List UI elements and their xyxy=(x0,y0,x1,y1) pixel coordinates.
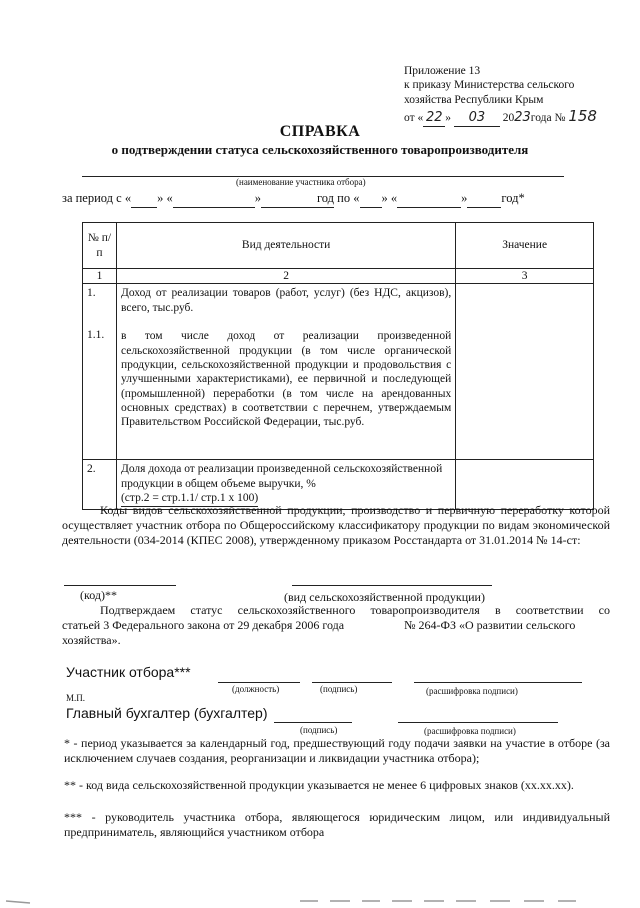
kind-label: (вид сельскохозяйственной продукции) xyxy=(284,590,485,604)
position-line xyxy=(218,682,300,683)
decode-caption: (расшифровка подписи) xyxy=(426,686,518,696)
footnote-2: ** - код вида сельскохозяйственной продукции указывается не менее 6 цифровых знаков (хх.хх.хх). xyxy=(64,778,574,792)
header-activity: Вид деятельности xyxy=(116,223,455,269)
annex-day: 22 xyxy=(423,110,445,127)
sign-line xyxy=(312,682,392,683)
row2-value-cell[interactable] xyxy=(456,460,594,509)
table-row: 1. 1.1. Доход от реализации товаров (работ, услуг) (без НДС, акцизов), всего, тыс.руб. в том числе доход от реализации произведенной сельскохозяйственной продукции (в том числе органической продукции, сельскохозяйственной продукции и продовольствия с улучшенными характеристиками), ее первичной и последующей (промышленной) переработки (в том числе на арендованных основных средствах) в соответствии с перечнем, утверждаемым Правительством Российской Федерации, тыс.руб. xyxy=(83,284,594,460)
sign2-line xyxy=(274,722,352,723)
row11-text: в том числе доход от реализации произведенной сельскохозяйственной продукции (в том числе органической продукции, сельскохозяйственной продукции и продовольствия с улучшенными характеристиками), ее первичной и последующей (промышленной) переработки (в том числе на арендованных основных средствах) в соответствии с перечнем, утверждаемым Правительством Российской Федерации, тыс.руб. xyxy=(120,330,452,429)
row2-formula: (стр.2 = стр.1.1/ стр.1 х 100) xyxy=(121,491,258,506)
table-index-row: 1 2 3 xyxy=(83,269,594,284)
footnote-1: * - период указывается за календарный год, предшествующий году подачи заявки на участие в отборе (за исключением случаев создания, реорганизации и ликвидации участника отбора); xyxy=(64,736,611,765)
table-header-row xyxy=(83,223,594,269)
annex-block xyxy=(404,64,614,127)
header-value: Значение xyxy=(456,223,594,269)
sign2-caption: (подпись) xyxy=(300,725,338,735)
confirm-paragraph: Подтверждаем статус сельскохозяйственного товаропроизводителя в соответствии со статьей 3 Федерального закона от 29 декабря 2006 года № 264-ФЗ «О развитии сельского хозяйства». xyxy=(62,603,610,647)
annex-line2: к приказу Министерства сельского xyxy=(404,79,575,92)
row2-text: Доля дохода от реализации произведенной сельскохозяйственной продукции в общем объеме выручки, % xyxy=(120,463,443,490)
code-line xyxy=(64,585,176,586)
codes-paragraph: Коды видов сельскохозяйственной продукции, производство и первичную переработку которой осуществляет участник отбора по Общероссийскому классификатору продукции по видам экономической деятельности (034-2014 (КПЕС 2008), утвержденному приказом Росстандарта от 31.01.2014 № 14-ст: xyxy=(62,503,610,547)
decode2-line xyxy=(398,722,558,723)
decode-line xyxy=(414,682,582,683)
position-caption: (должность) xyxy=(232,684,280,694)
sign-caption: (подпись) xyxy=(320,684,358,694)
kind-line xyxy=(292,585,492,586)
row1-value-cell[interactable] xyxy=(456,284,594,460)
annex-month: 03 xyxy=(454,110,500,127)
table-row: 2. Доля дохода от реализации произведенной сельскохозяйственной продукции в общем объеме выручки, % (стр.2 = стр.1.1/ стр.1 х 100) xyxy=(83,460,594,509)
seal-label: М.П. xyxy=(66,693,86,703)
doc-subtitle: о подтверждении статуса сельскохозяйственного товаропроизводителя xyxy=(111,142,529,157)
annex-year-suffix: 23 xyxy=(514,110,531,126)
annex-number: 158 xyxy=(568,107,597,126)
scan-edge-marks xyxy=(0,894,640,900)
annex-date-line: от « 22 » 03 2023года № 158 xyxy=(404,107,614,127)
row1-text: Доход от реализации товаров (работ, услуг) (без НДС, акцизов), всего, тыс.руб. xyxy=(120,287,452,314)
header-num: № п/п xyxy=(83,223,117,269)
code-label: (код)** xyxy=(80,588,117,602)
participant-caption: (наименование участника отбора) xyxy=(236,177,366,187)
annex-line3: хозяйства Республики Крым xyxy=(404,93,544,106)
period-line: за период с « » « » год по « » « » год* xyxy=(62,191,592,208)
accountant-label: Главный бухгалтер (бухгалтер) xyxy=(66,705,268,721)
footnote-3: *** - руководитель участника отбора, являющегося юридическим лицом, или индивидуальный предприниматель, являющийся участником отбора xyxy=(64,810,610,839)
decode2-caption: (расшифровка подписи) xyxy=(424,726,516,736)
participant-label: Участник отбора*** xyxy=(66,664,191,680)
activity-table xyxy=(82,222,594,510)
scan-edge-svg xyxy=(0,898,640,904)
doc-title: СПРАВКА xyxy=(279,123,361,140)
annex-line1: Приложение 13 xyxy=(404,65,481,77)
